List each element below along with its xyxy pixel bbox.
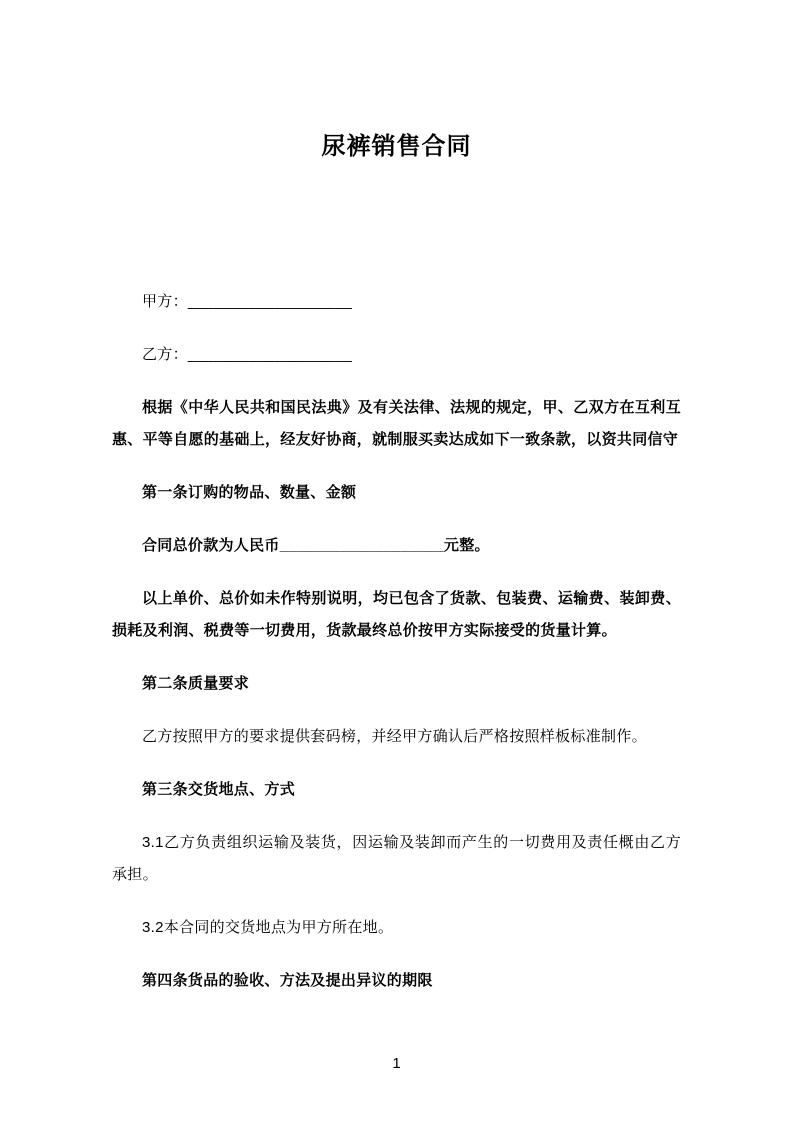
article-4-heading: 第四条货品的验收、方法及提出异议的期限 — [142, 972, 433, 989]
article-1-heading: 第一条订购的物品、数量、金额 — [142, 484, 357, 501]
total-price-line: 合同总价款为人民币___________________元整。 — [142, 537, 490, 554]
party-b-line: 乙方：___________________ — [142, 346, 353, 363]
quality-requirement-paragraph: 乙方按照甲方的要求提供套码榜，并经甲方确认后严格按照样板标准制作。 — [142, 728, 647, 745]
clause-3-2-paragraph: 3.2本合同的交货地点为甲方所在地。 — [142, 919, 394, 936]
article-2-heading: 第二条质量要求 — [142, 675, 250, 692]
clause-3-1-paragraph: 3.1乙方负责组织运输及装货，因运输及装卸而产生的一切费用及责任概由乙方承担。 — [112, 834, 681, 883]
price-note-paragraph: 以上单价、总价如未作特别说明，均已包含了货款、包装费、运输费、装卸费、损耗及利润、税费等一切费用，货款最终总价按甲方实际接受的货量计算。 — [112, 590, 681, 639]
article-3-heading: 第三条交货地点、方式 — [142, 781, 296, 798]
document-title: 尿裤销售合同 — [321, 133, 472, 160]
preamble-paragraph: 根据《中华人民共和国民法典》及有关法律、法规的规定，甲、乙双方在互利互惠、平等自愿的基础上，经友好协商，就制服买卖达成如下一致条款，以资共同信守 — [112, 399, 681, 448]
party-a-line: 甲方：___________________ — [142, 293, 353, 310]
page-number: 1 — [392, 1055, 401, 1072]
